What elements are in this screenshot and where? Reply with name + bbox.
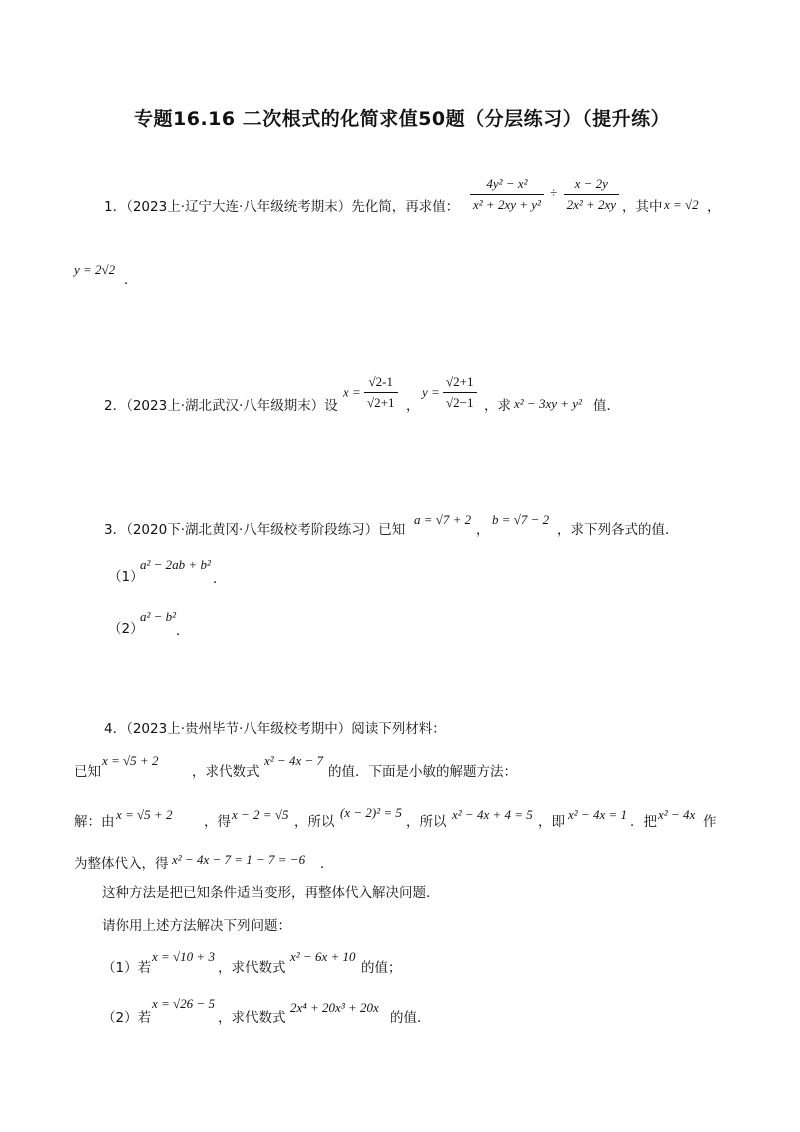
q2-label: 2．（2023上·湖北武汉·八年级期末）设 <box>104 398 338 414</box>
q4-solution-eq-4: x² − 4x = 1 <box>568 807 627 822</box>
q4-part2-label: （2）若 <box>102 1010 152 1026</box>
q4-continue-pre: 为整体代入，得 <box>74 856 169 872</box>
q1-cond-y: y = 2√2 <box>74 262 116 277</box>
q1-fraction-2 <box>564 176 619 213</box>
q3-sub2-expression: a² − b² <box>140 609 177 624</box>
q4-given-pre: 已知 <box>74 764 101 780</box>
q4-continue-end: ． <box>320 856 334 872</box>
q4-part1-x: x = √10 + 3 <box>152 949 215 964</box>
q2-y-fraction <box>443 374 476 411</box>
q1-fraction-expression <box>470 176 619 213</box>
q2-x-numerator: √2-1 <box>368 374 394 389</box>
q1-numerator-2: x − 2y <box>574 176 608 191</box>
q4-solution-pre: 解：由 <box>74 814 115 830</box>
q4-part2-x: x = √26 − 5 <box>152 996 215 1011</box>
q1-numerator-1: 4y² − x² <box>486 176 528 191</box>
q4-part1-expression: x² − 6x + 10 <box>290 949 356 964</box>
q3-sub1-label: （1） <box>108 569 144 585</box>
q4-solution-eq-5: x² − 4x <box>658 807 696 822</box>
page-title: 专题16.16 二次根式的化简求值50题（分层练习）（提升练） <box>134 108 671 130</box>
q3-ask: ，求下列各式的值． <box>557 522 679 538</box>
q4-given-expression: x² − 4x − 7 <box>264 753 323 768</box>
q4-solution-eq-1: x − 2 = √5 <box>232 807 289 822</box>
q2-x-definition: x = $\frac{√2-1}{√2+1}$ <box>343 374 398 411</box>
q2-ask: ，求 <box>484 398 511 414</box>
q2-x-fraction <box>364 374 397 411</box>
q4-part2-expression: 2x⁴ + 20x³ + 20x <box>290 1000 379 1015</box>
q2-x-denominator: √2+1 <box>364 392 397 411</box>
q1-denominator-2: 2x² + 2xy <box>564 194 619 213</box>
q2-end: 值． <box>593 398 620 414</box>
q4-continue-expression: x² − 4x − 7 = 1 − 7 = −6 <box>172 852 306 867</box>
q2-y-definition: y = $\frac{√2+1}{√2-1}$ <box>422 374 477 411</box>
q4-solution-eq-2: (x − 2)² = 5 <box>340 805 402 820</box>
q4-part1-label: （1）若 <box>102 960 152 976</box>
q4-given-mid: ，求代数式 <box>192 764 260 780</box>
q4-label: 4．（2023上·贵州毕节·八年级校考期中）阅读下列材料： <box>104 721 446 737</box>
q1-fraction-1 <box>470 176 544 213</box>
q1-comma: ， <box>707 199 721 215</box>
q1-label: 1．（2023上·辽宁大连·八年级统考期末）先化简，再求值： <box>104 199 460 215</box>
q3-sub1-expression: a² − 2ab + b² <box>140 557 211 572</box>
q1-divide-sign: ÷ <box>550 185 558 201</box>
q4-solution-text-2: ，所以 <box>294 814 335 830</box>
q4-solution-eq-3: x² − 4x + 4 = 5 <box>452 807 533 822</box>
q3-sub2-label: （2） <box>108 621 144 637</box>
q4-part2-mid: ，求代数式 <box>218 1010 286 1026</box>
q2-expression: x² − 3xy + y² <box>514 396 582 411</box>
q4-solution-x: x = √5 + 2 <box>116 807 173 822</box>
q4-solution-text-5: ．把 <box>630 814 657 830</box>
q4-solution-text-6: 作 <box>703 814 717 830</box>
q4-note: 这种方法是把已知条件适当变形，再整体代入解决问题． <box>102 885 440 901</box>
q3-b-definition: b = √7 − 2 <box>492 512 550 527</box>
q1-where-text: ，其中 <box>622 199 663 215</box>
q3-label: 3．（2020下·湖北黄冈·八年级校考阶段练习）已知 <box>104 522 406 538</box>
q4-solution-text-1: ，得 <box>204 814 231 830</box>
q1-cond-x: x = √2 <box>664 197 699 212</box>
q1-end-dot: ． <box>124 272 138 288</box>
q4-part2-end: 的值． <box>390 1010 431 1026</box>
q4-solution-text-3: ，所以 <box>406 814 447 830</box>
q3-a-definition: a = √7 + 2 <box>414 512 472 527</box>
q1-denominator-1: x² + 2xy + y² <box>470 194 544 213</box>
q3-sub1-dot: ． <box>213 571 227 587</box>
q3-sub2-dot: ． <box>176 623 190 639</box>
q4-given-post: 的值．下面是小敏的解题方法： <box>328 764 517 780</box>
q4-solution-text-4: ，即 <box>538 814 565 830</box>
q4-given-x: x = √5 + 2 <box>102 753 159 768</box>
q2-y-denominator: √2−1 <box>443 392 476 411</box>
q4-instruction: 请你用上述方法解决下列问题： <box>102 918 291 934</box>
q4-part1-end: 的值； <box>361 960 402 976</box>
q2-y-numerator: √2+1 <box>446 374 474 389</box>
q4-part1-mid: ，求代数式 <box>218 960 286 976</box>
